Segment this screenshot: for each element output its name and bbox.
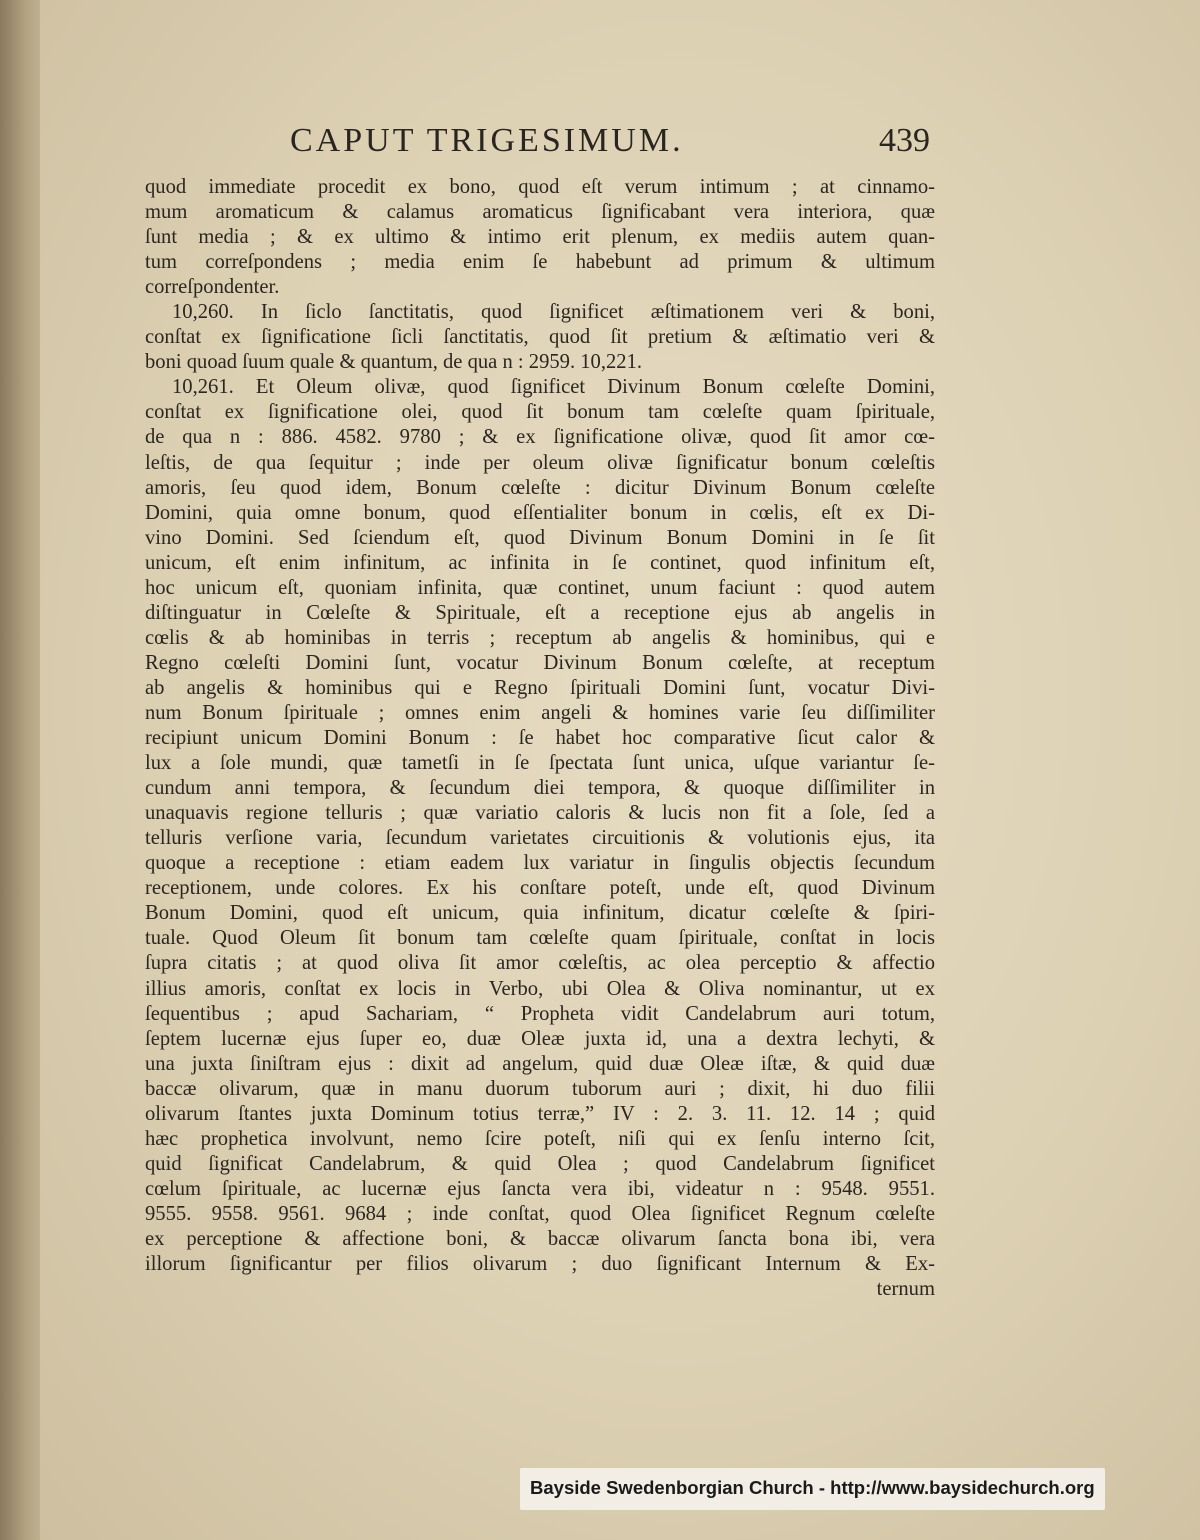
text-line: cœlis & ab hominibas in terris ; receptum ab angelis & hominibus, qui e	[145, 626, 935, 649]
text-line: Bonum Domini, quod eſt unicum, quia infinitum, dicatur cœleſte & ſpiri-	[145, 902, 935, 925]
text-line: lux a ſole mundi, quæ tametſi in ſe ſpectata ſunt unica, uſque variantur ſe-	[145, 752, 935, 775]
text-line: Domini, quia omne bonum, quod eſſentialiter bonum in cœlis, eſt ex Di-	[145, 501, 935, 524]
catchword: ternum	[876, 1278, 935, 1301]
body-text	[145, 175, 935, 1302]
text-line: tuale. Quod Oleum ſit bonum tam cœleſte quam ſpirituale, conſtat in locis	[145, 927, 935, 950]
text-line: unicum, eſt enim infinitum, ac infinita in ſe continet, quod infinitum eſt,	[145, 551, 935, 574]
text-line: tum correſpondens ; media enim ſe habebunt ad primum & ultimum	[145, 251, 935, 274]
text-line: unaquavis regione telluris ; quæ variatio caloris & lucis non fit a ſole, ſed a	[145, 802, 935, 825]
text-line: telluris verſione varia, ſecundum varietates circuitionis & volutionis ejus, ita	[145, 827, 935, 850]
text-line: de qua n : 886. 4582. 9780 ; & ex ſignificatione olivæ, quod ſit amor cœ-	[145, 426, 935, 449]
running-head: CAPUT TRIGESIMUM.	[290, 122, 684, 159]
text-line: quoque a receptione : etiam eadem lux variatur in ſingulis objectis ſecundum	[145, 852, 935, 875]
text-line: cundum anni tempora, & ſecundum diei tempora, & quoque diſſimiliter in	[145, 777, 935, 800]
paragraph-start-10260: 10,260. In ſiclo ſanctitatis, quod ſignificet æſtimationem veri & boni,	[172, 301, 935, 324]
text-line: conſtat ex ſignificatione ſicli ſanctitatis, quod ſit pretium & æſtimatio veri &	[145, 326, 935, 349]
text-line: ex perceptione & affectione boni, & baccæ olivarum ſancta bona ibi, vera	[145, 1227, 935, 1250]
text-line: illius amoris, conſtat ex locis in Verbo, ubi Olea & Oliva nominantur, ut ex	[145, 977, 935, 1000]
text-line: mum aromaticum & calamus aromaticus ſignificabant vera interiora, quæ	[145, 201, 935, 224]
text-line: Regno cœleſti Domini ſunt, vocatur Divinum Bonum cœleſte, at receptum	[145, 651, 935, 674]
watermark-text: Bayside Swedenborgian Church - http://www.baysidechurch.org	[530, 1477, 1095, 1498]
text-line: quid ſignificat Candelabrum, & quid Olea ; quod Candelabrum ſignificet	[145, 1152, 935, 1175]
text-line: diſtinguatur in Cœleſte & Spirituale, eſt a receptione ejus ab angelis in	[145, 601, 935, 624]
text-line: leſtis, de qua ſequitur ; inde per oleum olivæ ſignificatur bonum cœleſtis	[145, 451, 935, 474]
text-line: illorum ſignificantur per filios olivarum ; duo ſignificant Internum & Ex-	[145, 1253, 935, 1276]
page-number: 439	[879, 122, 930, 159]
text-line: cœlum ſpirituale, ac lucernæ ejus ſancta vera ibi, videatur n : 9548. 9551.	[145, 1177, 935, 1200]
watermark-banner	[520, 1468, 1105, 1510]
text-line: hoc unicum eſt, quoniam infinita, quæ continet, unum faciunt : quod autem	[145, 576, 935, 599]
page-header	[290, 122, 930, 172]
text-line: recipiunt unicum Domini Bonum : ſe habet hoc comparative ſicut calor &	[145, 727, 935, 750]
text-line: ab angelis & hominibus qui e Regno ſpirituali Domini ſunt, vocatur Divi-	[145, 676, 935, 699]
text-line: hæc prophetica involvunt, nemo ſcire poteſt, niſi qui ex ſenſu interno ſcit,	[145, 1127, 935, 1150]
text-line: receptionem, unde colores. Ex his conſtare poteſt, unde eſt, quod Divinum	[145, 877, 935, 900]
text-line: correſpondenter.	[145, 276, 280, 299]
text-line: olivarum ſtantes juxta Dominum totius terræ,” IV : 2. 3. 11. 12. 14 ; quid	[145, 1102, 935, 1125]
text-line: vino Domini. Sed ſciendum eſt, quod Divinum Bonum Domini in ſe ſit	[145, 526, 935, 549]
text-line: ſupra citatis ; at quod oliva ſit amor cœleſtis, ac olea perceptio & affectio	[145, 952, 935, 975]
text-line: ſeptem lucernæ ejus ſuper eo, duæ Oleæ juxta id, una a dextra lechyti, &	[145, 1027, 935, 1050]
text-line: ſequentibus ; apud Sachariam, “ Propheta vidit Candelabrum auri totum,	[145, 1002, 935, 1025]
text-line: una juxta ſiniſtram ejus : dixit ad angelum, quid duæ Oleæ iſtæ, & quid duæ	[145, 1052, 935, 1075]
text-line: ſunt media ; & ex ultimo & intimo erit plenum, ex mediis autem quan-	[145, 226, 935, 249]
text-line: baccæ olivarum, quæ in manu duorum tuborum auri ; dixit, hi duo filii	[145, 1077, 935, 1100]
text-line: amoris, ſeu quod idem, Bonum cœleſte : dicitur Divinum Bonum cœleſte	[145, 476, 935, 499]
text-line: 9555. 9558. 9561. 9684 ; inde conſtat, quod Olea ſignificet Regnum cœleſte	[145, 1202, 935, 1225]
text-line: quod immediate procedit ex bono, quod eſt verum intimum ; at cinnamo-	[145, 176, 935, 198]
paragraph-start-10261: 10,261. Et Oleum olivæ, quod ſignificet Divinum Bonum cœleſte Domini,	[172, 376, 935, 399]
text-line: conſtat ex ſignificatione olei, quod ſit bonum tam cœleſte quam ſpirituale,	[145, 401, 935, 424]
text-line: num Bonum ſpirituale ; omnes enim angeli & homines varie ſeu diſſimiliter	[145, 701, 935, 724]
text-line: boni quoad ſuum quale & quantum, de qua n : 2959. 10,221.	[145, 351, 643, 374]
